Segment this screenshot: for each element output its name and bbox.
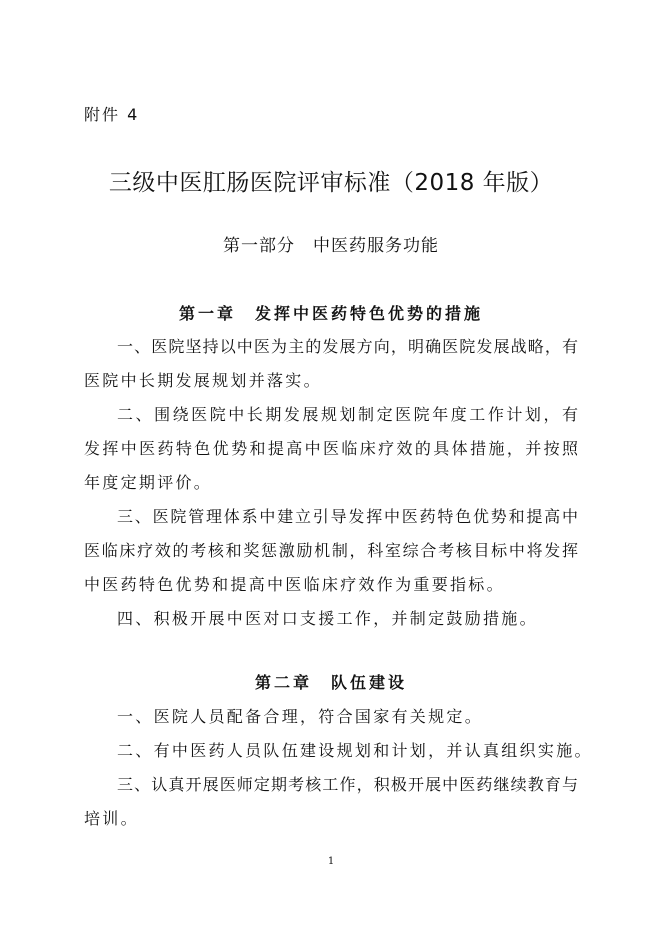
paragraph-line: 一、医院人员配备合理，符合国家有关规定。 <box>117 707 484 726</box>
document-title: 三级中医肛肠医院评审标准（2018 年版） <box>108 170 554 196</box>
paragraph-line: 一、医院坚持以中医为主的发展方向，明确医院发展战略，有 <box>117 337 578 356</box>
paragraph-line: 二、有中医药人员队伍建设规划和计划，并认真组织实施。 <box>117 741 593 760</box>
paragraph-line: 中医药特色优势和提高中医临床疗效作为重要指标。 <box>84 575 505 594</box>
chapter-heading: 第一章 发挥中医药特色优势的措施 <box>178 304 483 323</box>
paragraph-line: 三、认真开展医师定期考核工作，积极开展中医药继续教育与 <box>117 775 578 794</box>
paragraph-line: 二、围绕医院中长期发展规划制定医院年度工作计划，有 <box>117 405 578 424</box>
part-heading: 第一部分 中医药服务功能 <box>223 236 439 256</box>
paragraph-line: 医院中长期发展规划并落实。 <box>84 371 322 390</box>
paragraph-line: 四、积极开展中医对口支援工作，并制定鼓励措施。 <box>117 609 538 628</box>
chapter-heading: 第二章 队伍建设 <box>254 673 407 692</box>
paragraph-line: 三、医院管理体系中建立引导发挥中医药特色优势和提高中 <box>117 507 578 526</box>
paragraph-line: 年度定期评价。 <box>84 473 213 492</box>
paragraph-line: 发挥中医药特色优势和提高中医临床疗效的具体措施，并按照 <box>84 439 578 458</box>
paragraph-line: 医临床疗效的考核和奖惩激励机制，科室综合考核目标中将发挥 <box>84 541 578 560</box>
attachment-label: 附件 4 <box>84 105 140 124</box>
page-number: 1 <box>327 856 335 867</box>
paragraph-line: 培训。 <box>84 809 139 828</box>
